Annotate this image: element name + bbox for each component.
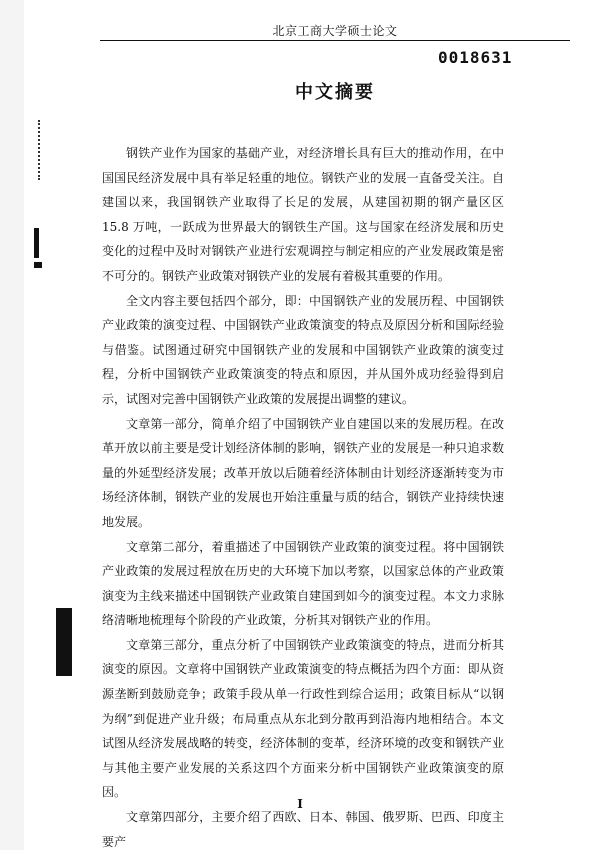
scan-artifact-mark bbox=[56, 608, 72, 676]
abstract-paragraph: 钢铁产业作为国家的基础产业，对经济增长具有巨大的推动作用，在中国国民经济发展中具有举足轻重的地位。钢铁产业的发展一直备受关注。自建国以来，我国钢铁产业取得了长足的发展，从建国初期的钢产量区区 15.8 万吨，一跃成为世界最大的钢铁生产国。这与国家在经济发展和历史变化的过程中及时对钢铁产业进行宏观调控与制定相应的产业发展政策是密不可分的。钢铁产业政策对钢铁产业的发展有着极其重要的作用。 bbox=[102, 146, 504, 283]
scan-left-margin bbox=[0, 0, 24, 850]
abstract-paragraph: 文章第二部分，着重描述了中国钢铁产业政策的演变过程。将中国钢铁产业政策的发展过程放在历史的大环境下加以考察，以国家总体的产业政策演变为主线来描述中国钢铁产业政策自建国到如今的演变过程。本文力求脉络清晰地梳理每个阶段的产业政策，分析其对钢铁产业的作用。 bbox=[102, 539, 504, 628]
header-rule bbox=[100, 40, 570, 41]
document-number-stamp: 0018631 bbox=[438, 48, 513, 67]
page-title: 中文摘要 bbox=[295, 82, 375, 103]
scan-artifact-mark bbox=[34, 228, 39, 258]
scan-artifact-dots bbox=[38, 120, 48, 180]
page-number: I bbox=[297, 797, 303, 811]
abstract-paragraph: 全文内容主要包括四个部分，即：中国钢铁产业的发展历程、中国钢铁产业政策的演变过程、中国钢铁产业政策演变的特点及原因分析和国际经验与借鉴。试图通过研究中国钢铁产业的发展和中国钢铁产业政策的演变过程，分析中国钢铁产业政策演变的特点和原因，并从国外成功经验得到启示，试图对完善中国钢铁产业政策的发展提出调整的建议。 bbox=[102, 293, 504, 406]
abstract-body bbox=[102, 141, 504, 854]
header-title: 北京工商大学硕士论文 bbox=[272, 24, 398, 38]
abstract-paragraph: 文章第一部分，简单介绍了中国钢铁产业自建国以来的发展历程。在改革开放以前主要是受计划经济体制的影响，钢铁产业的发展是一种只追求数量的外延型经济发展；改革开放以后随着经济体制由计划经济逐渐转变为市场经济体制，钢铁产业的发展也开始注重量与质的结合，钢铁产业持续快速地发展。 bbox=[102, 416, 504, 529]
scan-artifact-mark bbox=[34, 262, 42, 268]
abstract-paragraph: 文章第四部分，主要介绍了西欧、日本、韩国、俄罗斯、巴西、印度主要产 bbox=[102, 810, 504, 849]
abstract-paragraph: 文章第三部分，重点分析了中国钢铁产业政策演变的特点，进而分析其演变的原因。文章将中国钢铁产业政策演变的特点概括为四个方面：即从资源垄断到鼓励竞争；政策手段从单一行政性到综合运用；政策目标从“以钢为纲”到促进产业升级；布局重点从东北到分散再到沿海内地相结合。本文试图从经济发展战略的转变，经济体制的变革，经济环境的改变和钢铁产业与其他主要产业发展的关系这四个方面来分析中国钢铁产业政策演变的原因。 bbox=[102, 637, 504, 800]
running-header bbox=[100, 20, 570, 39]
